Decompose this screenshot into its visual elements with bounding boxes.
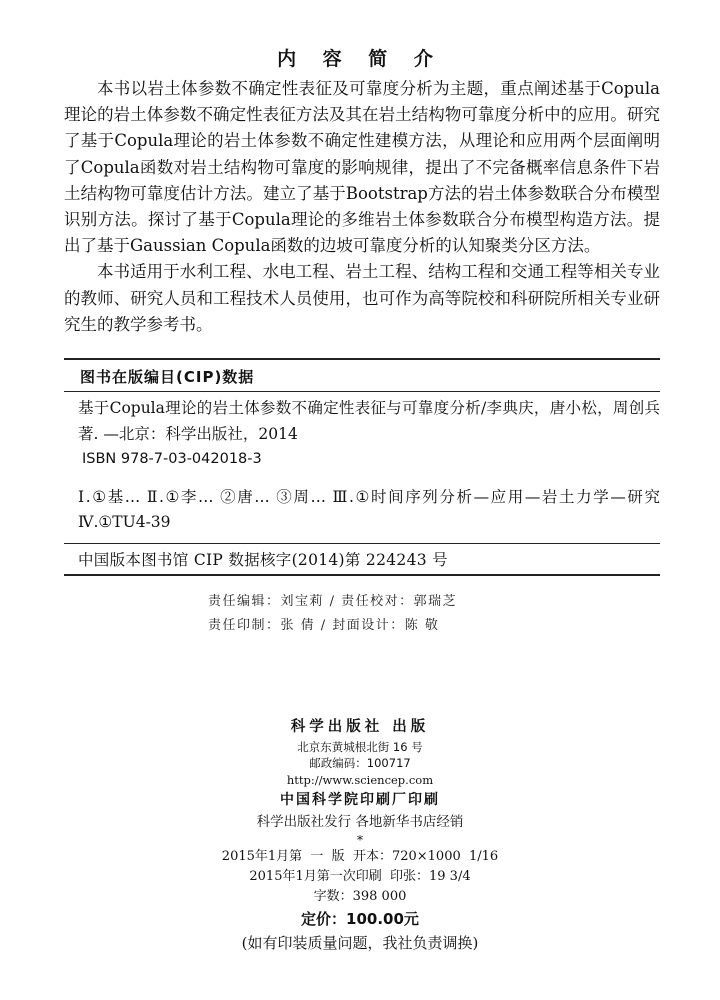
cip-heading: 图书在版编目(CIP)数据 [80, 368, 255, 386]
publisher-line: 科学出版社 出版 [290, 718, 430, 735]
cip-classification: Ⅰ.①基… Ⅱ.①李… ②唐… ③周… Ⅲ.①时间序列分析—应用—岩土力学—研究 Ⅳ.①TU4-39 [78, 487, 660, 531]
intro-paragraph-2: 本书适用于水利工程、水电工程、岩土工程、结构工程和交通工程等相关专业的教师、研究人员和工程技术人员使用，也可作为高等院校和科研院所相关专业研究生的教学参考书。 [64, 262, 660, 334]
publisher-url: http://www.sciencep.com [286, 773, 434, 787]
cip-record-number: 中国版本图书馆 CIP 数据核字(2014)第 224243 号 [78, 551, 448, 569]
credits-line-1: 责任编辑：刘宝莉 / 责任校对：郭瑞芝 [208, 594, 458, 609]
cip-book-entry: 基于Copula理论的岩土体参数不确定性表征与可靠度分析/李典庆，唐小松，周创兵著. —北京：科学出版社，2014 [78, 399, 660, 443]
page-title: 内 容 简 介 [277, 48, 443, 70]
price-line: 定价：100.00元 [301, 910, 419, 928]
printing-line: 2015年1月第一次印刷 印张：19 3/4 [249, 869, 471, 884]
cip-bottom-rule [64, 574, 660, 576]
editorial-credits [208, 590, 628, 638]
cip-number-rule [64, 543, 660, 544]
publication-imprint [0, 715, 720, 955]
word-count: 字数：398 000 [313, 889, 407, 904]
publisher-address: 北京东黄城根北街 16 号 [297, 740, 423, 754]
edition-line: 2015年1月第 一 版 开本：720×1000 1/16 [221, 849, 499, 864]
printer-line: 中国科学院印刷厂印刷 [280, 792, 440, 808]
quality-note: (如有印装质量问题，我社负责调换) [241, 934, 479, 952]
cip-top-rule [64, 358, 660, 360]
intro-paragraph-1: 本书以岩土体参数不确定性表征及可靠度分析为主题，重点阐述基于Copula理论的岩土体参数不确定性表征方法及其在岩土结构物可靠度分析中的应用。研究了基于Copula理论的岩土体参数不确定性建模方法，从理论和应用两个层面阐明了Copula函数对岩土结构物可靠度的影响规律，提出了不完备概率信息条件下岩土结构物可靠度估计方法。建立了基于Bootstrap方法的岩土体参数联合分布模型识别方法。探讨了基于Copula理论的多维岩土体参数联合分布模型构造方法。提出了基于Gaussian Copula函数的边坡可靠度分析的认知聚类分区方法。 [64, 79, 660, 256]
cip-isbn: ISBN 978-7-03-042018-3 [82, 451, 262, 467]
distribution-line: 科学出版社发行 各地新华书店经销 [256, 814, 464, 830]
cip-record [64, 396, 660, 536]
separator-star: * [357, 833, 363, 847]
publisher-postcode: 邮政编码：100717 [309, 756, 411, 770]
book-introduction [64, 76, 660, 338]
credits-line-2: 责任印制：张 倩 / 封面设计：陈 敬 [208, 618, 440, 633]
cip-heading-rule [64, 391, 660, 392]
